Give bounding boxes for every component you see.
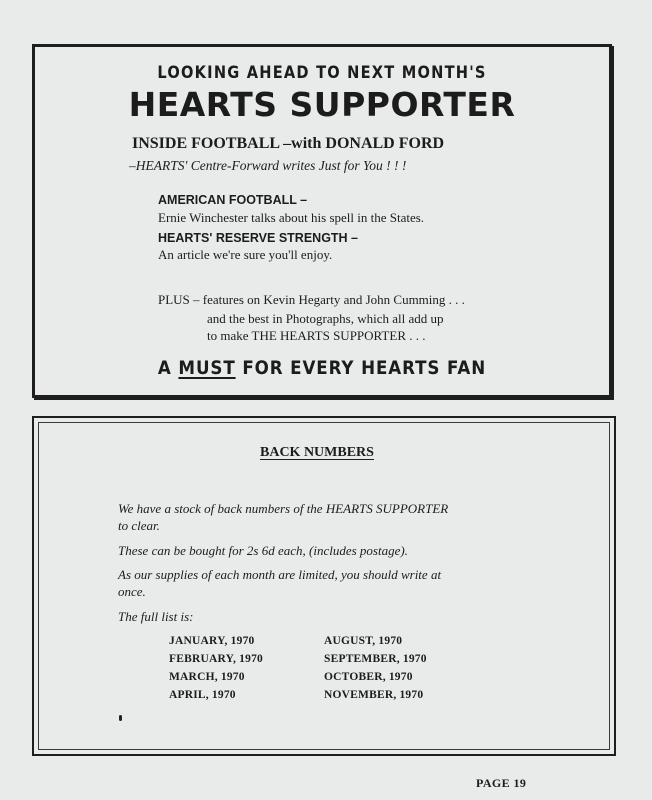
month-item: AUGUST, 1970 [324, 635, 403, 647]
stock-line-2: to clear. [118, 518, 160, 533]
stock-line-1: We have a stock of back numbers of the HEARTS SUPPORTER [118, 501, 449, 516]
photographs-line: and the best in Photographs, which all add up [207, 311, 444, 326]
advert-title: HEARTS SUPPORTER [128, 85, 516, 124]
month-item: SEPTEMBER, 1970 [324, 653, 427, 665]
month-item: OCTOBER, 1970 [324, 671, 413, 683]
full-list-paragraph: The full list is: [118, 609, 194, 624]
reserve-strength-heading: HEARTS' RESERVE STRENGTH – [158, 231, 358, 245]
month-item: NOVEMBER, 1970 [324, 689, 424, 701]
back-numbers-heading: BACK NUMBERS [260, 445, 374, 460]
next-month-advert-box [32, 44, 612, 398]
to-make-line: to make THE HEARTS SUPPORTER . . . [207, 328, 426, 343]
slogan-rest: FOR EVERY HEARTS FAN [242, 357, 487, 379]
plus-line: PLUS – features on Kevin Hegarty and John Cumming . . . [158, 292, 465, 307]
reserve-strength-text: An article we're sure you'll enjoy. [158, 247, 333, 262]
supplies-paragraph [118, 566, 538, 600]
back-numbers-box [32, 416, 616, 756]
supplies-line-1: As our supplies of each month are limited, you should write at [118, 567, 442, 582]
centre-forward-line: –HEARTS' Centre-Forward writes Just for You ! ! ! [129, 158, 407, 173]
slogan-a: A [157, 357, 172, 379]
month-item: MARCH, 1970 [169, 671, 245, 683]
american-football-text: Ernie Winchester talks about his spell in the States. [158, 210, 425, 225]
price-paragraph: These can be bought for 2s 6d each, (includes postage). [118, 543, 408, 558]
slogan-must-word: MUST [178, 357, 236, 379]
advert-overline: LOOKING AHEAD TO NEXT MONTH'S [157, 63, 487, 83]
supplies-line-2: once. [118, 584, 146, 599]
month-item: FEBRUARY, 1970 [169, 653, 263, 665]
month-item: APRIL, 1970 [169, 689, 236, 701]
month-item: JANUARY, 1970 [169, 635, 255, 647]
months-right-column [324, 635, 427, 707]
ink-mark [119, 715, 122, 721]
american-football-heading: AMERICAN FOOTBALL – [158, 193, 308, 207]
page-number: PAGE 19 [476, 776, 527, 790]
stock-paragraph [118, 500, 538, 534]
inside-football-line: INSIDE FOOTBALL –with DONALD FORD [132, 135, 445, 152]
must-slogan [69, 357, 574, 379]
months-left-column [169, 635, 263, 707]
